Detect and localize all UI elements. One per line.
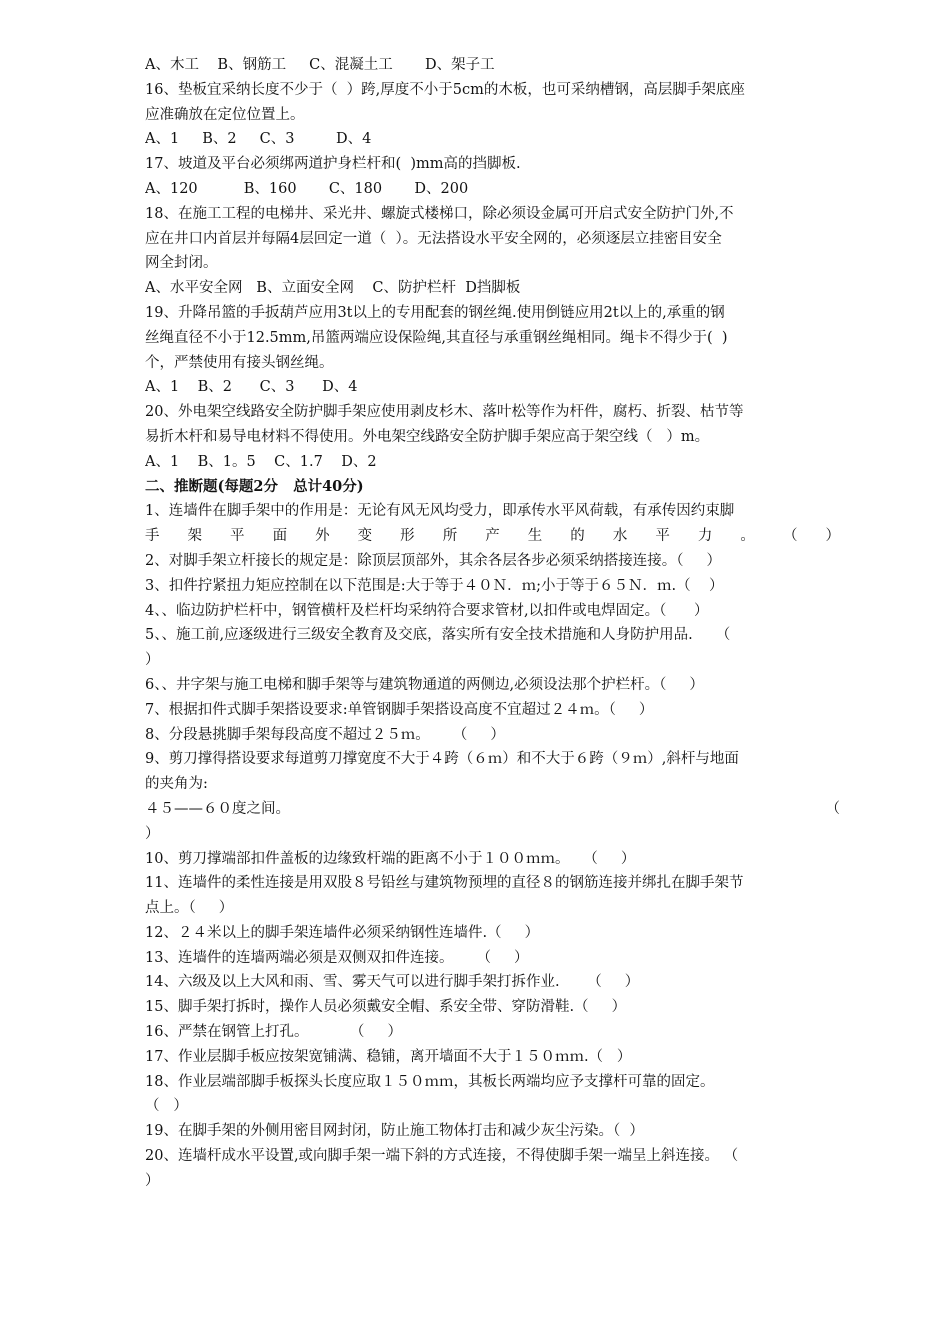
text-line: 12、２４米以上的脚手架连墙件必须采纳钢性连墙件.（ ） xyxy=(145,924,540,941)
text-line: 8、分段悬挑脚手架每段高度不超过２５ｍ。 （ ） xyxy=(145,726,505,743)
text-line-main: ４５——６０度之间。 xyxy=(145,800,290,817)
text-line: 16、垫板宜采纳长度不少于（ ）跨,厚度不小于5cm的木板，也可采纳槽钢，高层脚手架底座 xyxy=(145,81,745,98)
text-line: A、水平安全网 B、立面安全网 C、防护栏杆 D挡脚板 xyxy=(145,280,521,297)
text-line: A、1 B、1。5 C、1.7 D、2 xyxy=(145,453,377,470)
text-line: 5、、施工前,应逐级进行三级安全教育及交底，落实所有安全技术措施和人身防护用品. （ xyxy=(145,627,731,644)
text-line: 14、六级及以上大风和雨、雪、雾天气可以进行脚手架打拆作业. （ ） xyxy=(145,974,640,991)
text-line: 手 架 平 面 外 变 形 所 产 生 的 水 平 力 。 （ ） xyxy=(145,528,840,545)
text-line: 4、、临边防护栏杆中，钢管横杆及栏杆均采纳符合要求管材,以扣件或电焊固定。（ ） xyxy=(145,602,709,619)
text-line: 应准确放在定位位置上。 xyxy=(145,106,305,123)
text-line-trail: （ xyxy=(825,800,840,817)
text-line: （ ） xyxy=(145,1098,188,1115)
text-line: 15、脚手架打拆时，操作人员必须戴安全帽、系安全带、穿防滑鞋.（ ） xyxy=(145,999,627,1016)
text-line: ） xyxy=(145,825,160,842)
text-line: 6、、井字架与施工电梯和脚手架等与建筑物通道的两侧边,必须设法那个护栏杆。（ ） xyxy=(145,676,704,693)
text-line: 点上。（ ） xyxy=(145,900,234,917)
text-line: 18、作业层端部脚手板探头长度应取１５０ｍｍ，其板长两端均应予支撑杆可靠的固定。 xyxy=(145,1073,715,1090)
text-line: 19、升降吊篮的手扳葫芦应用3t以上的专用配套的钢丝绳.使用倒链应用2t以上的,承重的钢 xyxy=(145,304,725,321)
text-line: 16、严禁在钢管上打孔。 （ ） xyxy=(145,1024,402,1041)
text-line: 11、连墙件的柔性连接是用双股８号铅丝与建筑物预埋的直径８的钢筋连接并绑扎在脚手架节 xyxy=(145,875,744,892)
text-line: 7、根据扣件式脚手架搭设要求:单管钢脚手架搭设高度不宜超过２４ｍ。（ ） xyxy=(145,701,654,718)
text-line: ） xyxy=(145,652,160,669)
text-line: A、1 B、2 C、3 D、4 xyxy=(145,379,358,396)
text-line: A、1 B、2 C、3 D、4 xyxy=(145,131,372,148)
document-page xyxy=(145,53,840,1194)
section-heading: 二、推断题(每题2分 总计40分) xyxy=(145,477,364,495)
text-line: 丝绳直径不小于12.5mm,吊篮两端应设保险绳,其直径与承重钢丝绳相同。绳卡不得少于( ) xyxy=(145,329,728,346)
text-line: 20、外电架空线路安全防护脚手架应使用剥皮杉木、落叶松等作为杆件，腐朽、折裂、枯节等 xyxy=(145,404,744,421)
text-line: 3、扣件拧紧扭力矩应控制在以下范围是:大于等于４０Ｎ．ｍ;小于等于６５Ｎ．ｍ.（ ） xyxy=(145,577,724,594)
text-line: 13、连墙件的连墙两端必须是双侧双扣件连接。 （ ） xyxy=(145,949,529,966)
text-line: 19、在脚手架的外侧用密目网封闭，防止施工物体打击和减少灰尘污染。（ ） xyxy=(145,1123,644,1140)
text-line: 应在井口内首层并每隔4层回定一道（ ）。无法搭设水平安全网的，必须逐层立挂密目安全 xyxy=(145,230,722,247)
text-line: 17、坡道及平台必须绑两道护身栏杆和( )mm高的挡脚板. xyxy=(145,156,521,173)
text-line: 易折木杆和易导电材料不得使用。外电架空线路安全防护脚手架应高于架空线（ ）m。 xyxy=(145,428,710,445)
text-line: A、木工 B、钢筋工 C、混凝土工 D、架子工 xyxy=(145,57,495,73)
text-line xyxy=(145,797,840,822)
text-line: A、120 B、160 C、180 D、200 xyxy=(145,180,469,197)
text-line: 1、连墙件在脚手架中的作用是：无论有风无风均受力，即承传水平风荷载，有承传因约束脚 xyxy=(145,503,735,520)
text-line: 的夹角为: xyxy=(145,776,208,793)
text-line: 20、连墙杆成水平设置,或向脚手架一端下斜的方式连接，不得使脚手架一端呈上斜连接。 （ xyxy=(145,1148,739,1165)
text-line: 网全封闭。 xyxy=(145,255,218,272)
text-line: 17、作业层脚手板应按架宽铺满、稳铺，离开墙面不大于１５０ｍｍ.（ ） xyxy=(145,1048,632,1065)
text-line: 18、在施工工程的电梯井、采光井、螺旋式楼梯口，除必须设金属可开启式安全防护门外,不 xyxy=(145,205,734,222)
text-line: 10、剪刀撑端部扣件盖板的边缘致杆端的距离不小于１００ｍｍ。 （ ） xyxy=(145,850,636,867)
text-line: 个，严禁使用有接头钢丝绳。 xyxy=(145,354,334,371)
text-line: ） xyxy=(145,1172,160,1189)
text-line: 2、对脚手架立杆接长的规定是：除顶层顶部外，其余各层各步必须采纳搭接连接。（ ） xyxy=(145,552,722,569)
text-line: 9、剪刀撑得搭设要求每道剪刀撑宽度不大于４跨（６ｍ）和不大于６跨（９ｍ）,斜杆与地面 xyxy=(145,751,739,768)
